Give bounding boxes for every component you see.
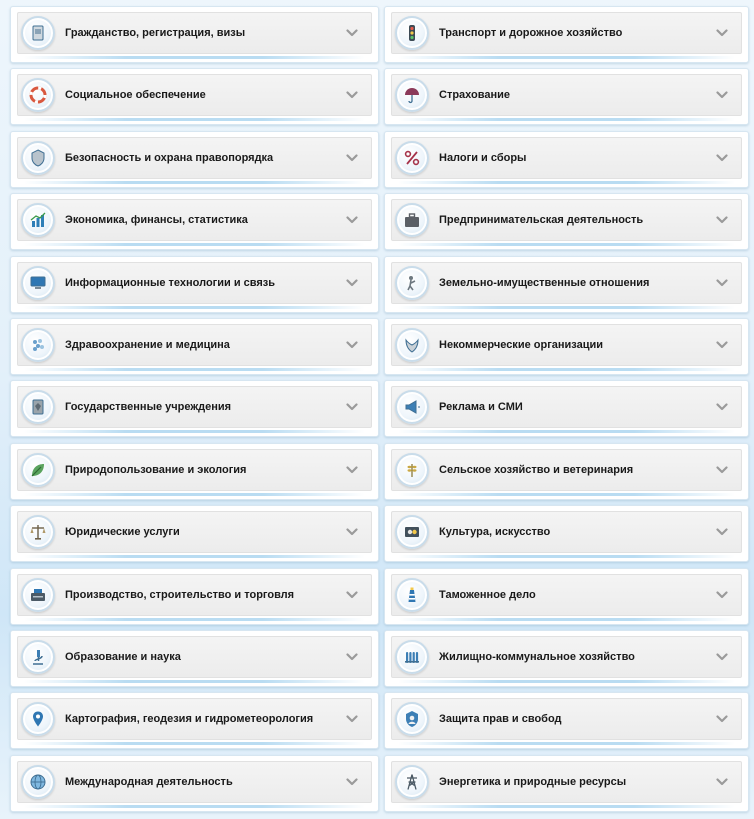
pills-icon xyxy=(21,328,55,362)
category-label: Государственные учреждения xyxy=(65,401,232,414)
category-button[interactable] xyxy=(17,262,372,304)
category-button[interactable] xyxy=(391,574,742,616)
category-label: Энергетика и природные ресурсы xyxy=(439,775,627,788)
chevron-down-icon[interactable] xyxy=(715,712,729,726)
category-card xyxy=(384,380,749,437)
category-card xyxy=(384,443,749,500)
chevron-down-icon[interactable] xyxy=(715,463,729,477)
microscope-icon xyxy=(21,640,55,674)
category-button[interactable] xyxy=(391,511,742,553)
category-card xyxy=(10,630,379,687)
category-label: Предпринимательская деятельность xyxy=(439,214,644,227)
category-button[interactable] xyxy=(391,698,742,740)
category-card xyxy=(10,318,379,375)
category-label: Страхование xyxy=(439,89,510,102)
category-button[interactable] xyxy=(391,761,742,803)
category-button[interactable] xyxy=(17,636,372,678)
category-label: Таможенное дело xyxy=(439,588,536,601)
umbrella-icon xyxy=(395,78,429,112)
chevron-down-icon[interactable] xyxy=(715,650,729,664)
category-card xyxy=(10,505,379,562)
chevron-down-icon[interactable] xyxy=(345,338,359,352)
category-card xyxy=(384,318,749,375)
category-label: Здравоохранение и медицина xyxy=(65,338,230,351)
category-button[interactable] xyxy=(17,761,372,803)
chevron-down-icon[interactable] xyxy=(345,650,359,664)
category-button[interactable] xyxy=(17,199,372,241)
chevron-down-icon[interactable] xyxy=(715,588,729,602)
category-button[interactable] xyxy=(391,262,742,304)
category-card xyxy=(10,193,379,250)
protection-icon xyxy=(395,702,429,736)
category-label: Международная деятельность xyxy=(65,775,233,788)
chevron-down-icon[interactable] xyxy=(345,525,359,539)
lighthouse-icon xyxy=(395,578,429,612)
category-label: Защита прав и свобод xyxy=(439,713,562,726)
computer-icon xyxy=(21,266,55,300)
surveyor-icon xyxy=(395,266,429,300)
cash-register-icon xyxy=(21,578,55,612)
category-button[interactable] xyxy=(17,574,372,616)
category-button[interactable] xyxy=(17,12,372,54)
category-label: Земельно-имущественные отношения xyxy=(439,276,650,289)
category-button[interactable] xyxy=(391,74,742,116)
chevron-down-icon[interactable] xyxy=(345,26,359,40)
category-label: Образование и наука xyxy=(65,650,181,663)
category-button[interactable] xyxy=(17,324,372,366)
category-label: Культура, искусство xyxy=(439,526,551,539)
category-card xyxy=(384,630,749,687)
category-button[interactable] xyxy=(391,386,742,428)
category-card xyxy=(10,692,379,749)
category-card xyxy=(384,68,749,125)
radiator-icon xyxy=(395,640,429,674)
lifebuoy-icon xyxy=(21,78,55,112)
chevron-down-icon[interactable] xyxy=(345,400,359,414)
category-card xyxy=(10,755,379,812)
category-label: Безопасность и охрана правопорядка xyxy=(65,151,274,164)
category-label: Жилищно-коммунальное хозяйство xyxy=(439,650,635,663)
chevron-down-icon[interactable] xyxy=(715,26,729,40)
category-button[interactable] xyxy=(391,199,742,241)
chevron-down-icon[interactable] xyxy=(345,276,359,290)
category-button[interactable] xyxy=(17,449,372,491)
chevron-down-icon[interactable] xyxy=(715,151,729,165)
traffic-light-icon xyxy=(395,16,429,50)
chevron-down-icon[interactable] xyxy=(715,400,729,414)
emblem-icon xyxy=(21,390,55,424)
category-card xyxy=(10,131,379,188)
category-card xyxy=(384,193,749,250)
wheat-icon xyxy=(395,453,429,487)
category-label: Реклама и СМИ xyxy=(439,401,523,414)
chevron-down-icon[interactable] xyxy=(345,775,359,789)
chevron-down-icon[interactable] xyxy=(345,88,359,102)
category-label: Транспорт и дорожное хозяйство xyxy=(439,27,623,39)
category-card xyxy=(10,443,379,500)
category-card xyxy=(10,6,379,63)
chevron-down-icon[interactable] xyxy=(715,88,729,102)
category-label: Производство, строительство и торговля xyxy=(65,588,295,601)
theater-icon xyxy=(395,515,429,549)
category-label: Картография, геодезия и гидрометеорология xyxy=(65,713,314,726)
category-button[interactable] xyxy=(391,324,742,366)
megaphone-icon xyxy=(395,390,429,424)
chevron-down-icon[interactable] xyxy=(345,463,359,477)
category-card xyxy=(10,68,379,125)
chevron-down-icon[interactable] xyxy=(715,276,729,290)
category-card xyxy=(384,6,749,63)
percent-icon xyxy=(395,141,429,175)
category-label: Экономика, финансы, статистика xyxy=(65,214,248,227)
category-card xyxy=(10,568,379,625)
chevron-down-icon[interactable] xyxy=(345,213,359,227)
category-label: Природопользование и экология xyxy=(65,463,247,476)
category-card xyxy=(384,755,749,812)
category-button[interactable] xyxy=(17,137,372,179)
scales-icon xyxy=(21,515,55,549)
category-card xyxy=(384,568,749,625)
category-label: Некоммерческие организации xyxy=(439,338,604,351)
category-card xyxy=(384,505,749,562)
leaf-icon xyxy=(21,453,55,487)
category-button[interactable] xyxy=(17,386,372,428)
category-label: Гражданство, регистрация, визы xyxy=(65,27,246,39)
shield-icon xyxy=(21,141,55,175)
map-pin-icon xyxy=(21,702,55,736)
chevron-down-icon[interactable] xyxy=(345,588,359,602)
chevron-down-icon[interactable] xyxy=(715,525,729,539)
category-label: Информационные технологии и связь xyxy=(65,276,276,289)
power-tower-icon xyxy=(395,765,429,799)
category-label: Юридические услуги xyxy=(65,526,180,539)
chevron-down-icon[interactable] xyxy=(715,338,729,352)
globe-icon xyxy=(21,765,55,799)
category-button[interactable] xyxy=(391,636,742,678)
chevron-down-icon[interactable] xyxy=(345,712,359,726)
chevron-down-icon[interactable] xyxy=(715,775,729,789)
category-card xyxy=(384,256,749,313)
briefcase-icon xyxy=(395,203,429,237)
category-button[interactable] xyxy=(391,449,742,491)
category-grid xyxy=(10,6,749,812)
category-label: Социальное обеспечение xyxy=(65,89,206,102)
hands-icon xyxy=(395,328,429,362)
category-card xyxy=(384,131,749,188)
category-button[interactable] xyxy=(17,74,372,116)
chevron-down-icon[interactable] xyxy=(345,151,359,165)
category-button[interactable] xyxy=(391,12,742,54)
chart-icon xyxy=(21,203,55,237)
category-label: Сельское хозяйство и ветеринария xyxy=(439,463,634,476)
category-button[interactable] xyxy=(391,137,742,179)
category-button[interactable] xyxy=(17,511,372,553)
category-card xyxy=(384,692,749,749)
category-label: Налоги и сборы xyxy=(439,151,527,164)
category-card xyxy=(10,256,379,313)
chevron-down-icon[interactable] xyxy=(715,213,729,227)
category-card xyxy=(10,380,379,437)
passport-icon xyxy=(21,16,55,50)
category-button[interactable] xyxy=(17,698,372,740)
